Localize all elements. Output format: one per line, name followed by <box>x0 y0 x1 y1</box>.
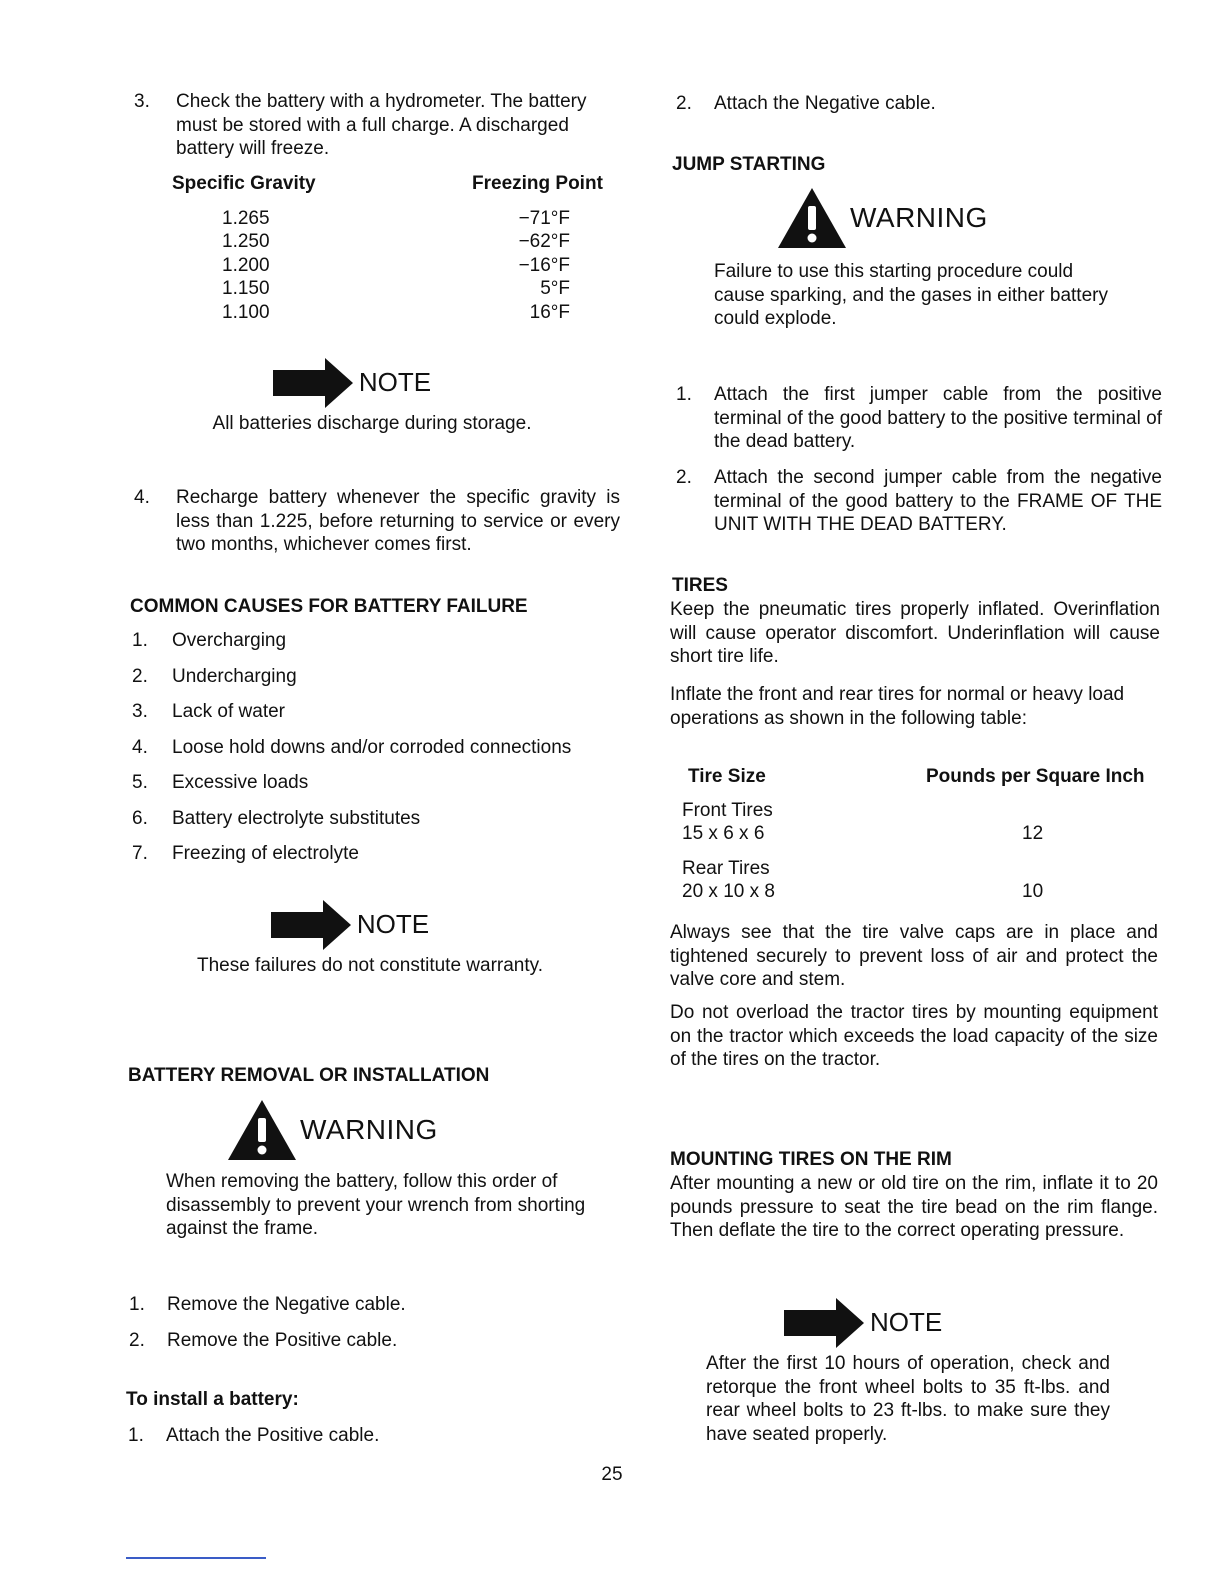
step-2-negative <box>676 92 1164 116</box>
list-item <box>132 736 622 772</box>
tire-pressure-table <box>682 765 1162 904</box>
tire-group-label: Rear Tires <box>682 857 770 879</box>
step-number: 3. <box>134 91 150 112</box>
note-text: These failures do not constitute warranty. <box>196 955 544 976</box>
step-3 <box>134 90 620 161</box>
list-item <box>132 771 622 807</box>
warning-callout <box>714 186 1134 331</box>
note-title: NOTE <box>356 909 430 940</box>
list-number: 4. <box>132 736 148 758</box>
list-text: Remove the Negative cable. <box>167 1294 406 1315</box>
causes-list <box>132 629 622 878</box>
step-text: Recharge battery whenever the specific gravity is less than 1.225, before returning to service or every two months, whichever comes first. <box>176 487 620 555</box>
step-text: Attach the first jumper cable from the positive terminal of the good battery to the positive terminal of the dead battery. <box>714 384 1162 452</box>
warning-triangle-icon <box>226 1098 298 1162</box>
table-row <box>172 207 622 231</box>
tire-size-cell: 15 x 6 x 6 <box>682 823 765 844</box>
step-number: 1. <box>676 384 692 405</box>
list-number: 6. <box>132 807 148 829</box>
freezing-cell: −62°F <box>518 231 570 252</box>
freezing-cell: −16°F <box>518 254 570 276</box>
warning-text: When removing the battery, follow this order of disassembly to prevent your wrench from shorting against the frame. <box>166 1171 586 1239</box>
note-callout <box>706 1298 1110 1446</box>
tires-paragraph-4: Do not overload the tractor tires by mounting equipment on the tractor which exceeds the load capacity of the size of the tires on the tractor. <box>670 1002 1158 1070</box>
page-number: 25 <box>601 1464 623 1485</box>
step-text: Attach the second jumper cable from the negative terminal of the good battery to the FRAME OF THE UNIT WITH THE DEAD BATTERY. <box>714 467 1162 535</box>
header-psi: Pounds per Square Inch <box>926 766 1145 787</box>
warning-callout <box>166 1098 586 1241</box>
specific-gravity-table <box>172 172 622 324</box>
step-number: 2. <box>676 467 692 488</box>
header-specific-gravity: Specific Gravity <box>172 173 316 194</box>
psi-cell: 12 <box>1022 823 1044 844</box>
gravity-cell: 1.150 <box>222 278 270 299</box>
section-heading-tires: TIRES <box>672 575 728 596</box>
list-item <box>129 1329 619 1365</box>
section-heading-mounting-tires: MOUNTING TIRES ON THE RIM <box>670 1149 952 1170</box>
freezing-cell: −71°F <box>518 207 570 229</box>
table-row <box>172 230 622 254</box>
section-heading-battery-removal: BATTERY REMOVAL OR INSTALLATION <box>128 1065 490 1086</box>
list-item <box>132 665 622 701</box>
arrow-right-icon <box>273 358 353 408</box>
step-number: 4. <box>134 487 150 508</box>
section-heading-jump-starting: JUMP STARTING <box>672 154 826 175</box>
note-callout <box>180 358 564 436</box>
freezing-cell: 16°F <box>529 301 570 323</box>
tire-size-cell: 20 x 10 x 8 <box>682 881 775 902</box>
table-row <box>172 277 622 301</box>
step-text: Attach the Negative cable. <box>714 93 936 114</box>
list-number: 7. <box>132 843 148 864</box>
step-number: 2. <box>676 93 692 114</box>
table-header <box>682 765 1162 789</box>
table-row <box>682 857 1162 904</box>
list-number: 2. <box>129 1329 145 1351</box>
list-text: Excessive loads <box>172 772 309 793</box>
warning-title: WARNING <box>300 1114 438 1146</box>
warning-triangle-icon <box>776 186 848 250</box>
freezing-cell: 5°F <box>540 278 570 299</box>
warning-title: WARNING <box>850 202 988 234</box>
note-text: All batteries discharge during storage. <box>212 413 532 434</box>
list-text: Remove the Positive cable. <box>167 1329 398 1351</box>
list-item <box>132 807 622 843</box>
header-tire-size: Tire Size <box>688 766 766 787</box>
step-number: 1. <box>128 1425 144 1446</box>
tire-group-label: Front Tires <box>682 799 773 821</box>
note-title: NOTE <box>358 367 432 398</box>
list-item <box>132 700 622 736</box>
step-text: Check the battery with a hydrometer. The battery must be stored with a full charge. A discharged battery will freeze. <box>176 91 587 159</box>
list-text: Overcharging <box>172 630 287 651</box>
tires-paragraph-2: Inflate the front and rear tires for normal or heavy load operations as shown in the following table: <box>670 684 1125 729</box>
list-item <box>132 629 622 665</box>
gravity-cell: 1.265 <box>222 207 270 229</box>
footer-divider <box>126 1557 266 1559</box>
psi-cell: 10 <box>1022 881 1044 902</box>
list-number: 1. <box>129 1294 145 1315</box>
list-text: Lack of water <box>172 701 285 722</box>
jump-step-1 <box>676 383 1162 454</box>
section-heading-battery-failure: COMMON CAUSES FOR BATTERY FAILURE <box>130 596 528 617</box>
install-heading: To install a battery: <box>126 1389 299 1410</box>
install-step-1 <box>128 1424 618 1448</box>
gravity-cell: 1.100 <box>222 301 270 323</box>
table-row <box>172 301 622 325</box>
jump-step-2 <box>676 466 1162 537</box>
step-text: Attach the Positive cable. <box>166 1425 380 1446</box>
list-item <box>132 842 622 878</box>
note-callout <box>160 900 580 978</box>
list-text: Freezing of electrolyte <box>172 843 359 864</box>
arrow-right-icon <box>271 900 351 950</box>
table-row <box>172 254 622 278</box>
table-header <box>172 172 622 196</box>
list-number: 3. <box>132 701 148 722</box>
list-text: Battery electrolyte substitutes <box>172 807 421 829</box>
list-number: 1. <box>132 630 148 651</box>
list-item <box>129 1293 619 1329</box>
mounting-paragraph: After mounting a new or old tire on the rim, inflate it to 20 pounds pressure to seat the tire bead on the rim flange. Then deflate the tire to the correct operating pressure. <box>670 1173 1158 1241</box>
gravity-cell: 1.200 <box>222 254 270 276</box>
step-4 <box>134 486 620 557</box>
list-number: 5. <box>132 772 148 793</box>
note-title: NOTE <box>870 1307 943 1338</box>
removal-steps <box>129 1293 619 1364</box>
list-text: Loose hold downs and/or corroded connections <box>172 736 572 758</box>
note-text: After the first 10 hours of operation, check and retorque the front wheel bolts to 35 ft-lbs. and rear wheel bolts to 23 ft-lbs. to make sure they have seated properly. <box>706 1353 1110 1445</box>
header-freezing-point: Freezing Point <box>472 173 603 194</box>
table-row <box>682 799 1162 846</box>
list-number: 2. <box>132 665 148 687</box>
warning-text: Failure to use this starting procedure could cause sparking, and the gases in either battery could explode. <box>714 261 1108 329</box>
tires-paragraph-1: Keep the pneumatic tires properly inflated. Overinflation will cause operator discomfort. Underinflation will cause short tire life. <box>670 599 1160 667</box>
list-text: Undercharging <box>172 665 297 687</box>
arrow-right-icon <box>784 1298 864 1348</box>
tires-paragraph-3: Always see that the tire valve caps are in place and tightened securely to prevent loss of air and protect the valve core and stem. <box>670 922 1158 990</box>
gravity-cell: 1.250 <box>222 231 270 252</box>
